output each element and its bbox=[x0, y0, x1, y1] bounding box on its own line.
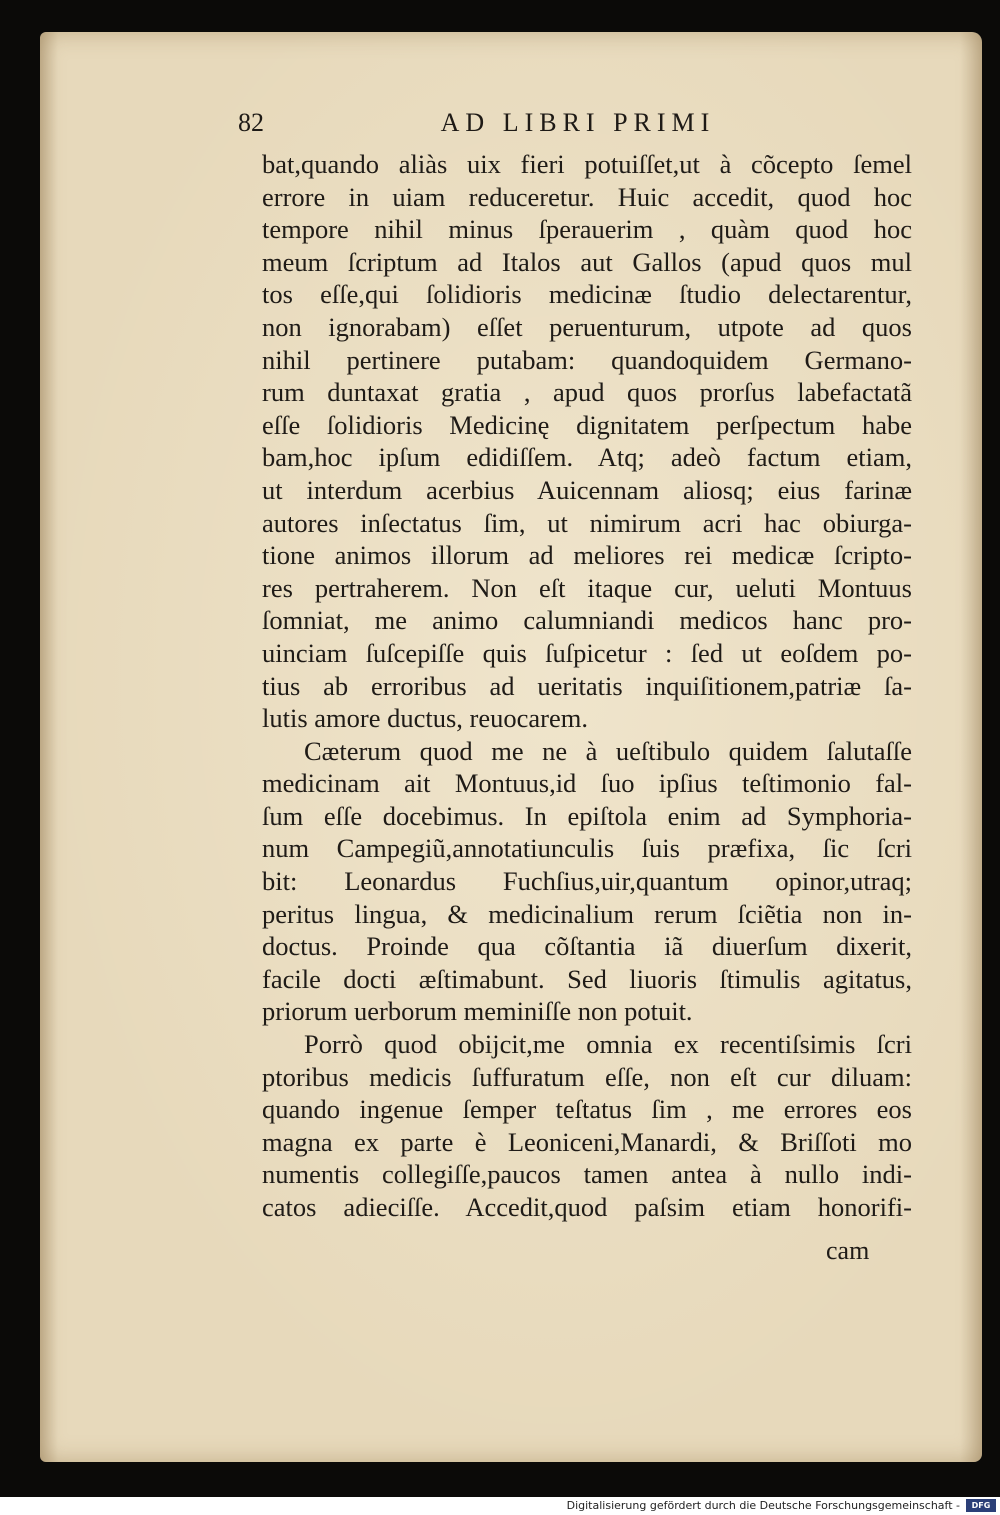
text-line: tione animos illorum ad meliores rei medicæ ſcripto- bbox=[262, 540, 912, 571]
text-line: priorum uerborum meminiſſe non potuit. bbox=[262, 996, 693, 1027]
funding-credit: Digitalisierung gefördert durch die Deutsche Forschungsgemeinschaft - bbox=[566, 1499, 960, 1512]
text-line: meum ſcriptum ad Italos aut Gallos (apud quos mul bbox=[262, 246, 912, 277]
text-line: tos eſſe,qui ſolidioris medicinæ ſtudio delectarentur, bbox=[262, 279, 912, 310]
text-line: catos adieciſſe. Accedit,quod paſsim etiam honorifi- bbox=[262, 1192, 912, 1222]
text-line: medicinam ait Montuus,id ſuo ipſius teſtimonio fal- bbox=[262, 768, 912, 799]
text-line: num Campegiũ,annotatiunculis ſuis præfixa, ſic ſcri bbox=[262, 833, 912, 864]
text-line: non ignorabam) eſſet peruenturum, utpote ad quos bbox=[262, 311, 912, 342]
text-line: quando ingenue ſemper teſtatus ſim , me errores eos bbox=[262, 1094, 912, 1125]
text-line: facile docti æſtimabunt. Sed liuoris ſtimulis agitatus, bbox=[262, 963, 912, 994]
text-line: ptoribus medicis ſuffuratum eſſe, non eſt cur diluam: bbox=[262, 1061, 912, 1092]
text-line: bam,hoc ipſum edidiſſem. Atq; adeò factum etiam, bbox=[262, 442, 912, 473]
text-line: ſum eſſe docebimus. In epiſtola enim ad Symphoria- bbox=[262, 800, 912, 831]
running-head bbox=[238, 108, 918, 148]
body-text bbox=[262, 148, 912, 1224]
text-line: eſſe ſolidioris Medicinę dignitatem perſpectum habe bbox=[262, 409, 912, 440]
text-line: rum duntaxat gratia , apud quos prorſus labefactatã bbox=[262, 377, 912, 408]
text-line: bat,quando aliàs uix fieri potuiſſet,ut à cõcepto ſemel bbox=[262, 149, 912, 179]
text-line: ut interdum acerbius Auicennam aliosq; eius farinæ bbox=[262, 474, 912, 505]
text-line: numentis collegiſſe,paucos tamen antea à nullo indi- bbox=[262, 1159, 912, 1190]
text-line: magna ex parte è Leoniceni,Manardi, & Briſſoti mo bbox=[262, 1126, 912, 1157]
text-line: uinciam ſuſcepiſſe quis ſuſpicetur : ſed ut eoſdem po- bbox=[262, 637, 912, 668]
text-line: tius ab erroribus ad ueritatis inquiſitionem,patriæ ſa- bbox=[262, 670, 912, 701]
text-line: tempore nihil minus ſperauerim , quàm quod hoc bbox=[262, 214, 912, 245]
running-title: AD LIBRI PRIMI bbox=[440, 108, 716, 137]
text-line: lutis amore ductus, reuocarem. bbox=[262, 703, 588, 734]
text-line: peritus lingua, & medicinalium rerum ſciẽtia non in- bbox=[262, 898, 912, 929]
text-line: Porrò quod obijcit,me omnia ex recentiſsimis ſcri bbox=[304, 1029, 912, 1060]
text-line: autores inſectatus ſim, ut nimirum acri hac obiurga- bbox=[262, 507, 912, 538]
text-line: nihil pertinere putabam: quandoquidem Germano- bbox=[262, 344, 912, 375]
text-line: res pertraherem. Non eſt itaque cur, ueluti Montuus bbox=[262, 572, 912, 603]
dfg-logo: DFG bbox=[966, 1499, 996, 1512]
text-line: ſomniat, me animo calumniandi medicos hanc pro- bbox=[262, 605, 912, 636]
catchword: cam bbox=[826, 1236, 870, 1265]
text-line: errore in uiam reduceretur. Huic accedit, quod hoc bbox=[262, 181, 912, 212]
text-line: Cæterum quod me ne à ueſtibulo quidem ſalutaſſe bbox=[304, 735, 912, 766]
text-line: doctus. Proinde qua cõſtantia iã diuerſum dixerit, bbox=[262, 931, 912, 962]
footer-bar bbox=[0, 1497, 1000, 1515]
text-line: bit: Leonardus Fuchſius,uir,quantum opinor,utraq; bbox=[262, 866, 912, 897]
page-number: 82 bbox=[238, 108, 264, 137]
